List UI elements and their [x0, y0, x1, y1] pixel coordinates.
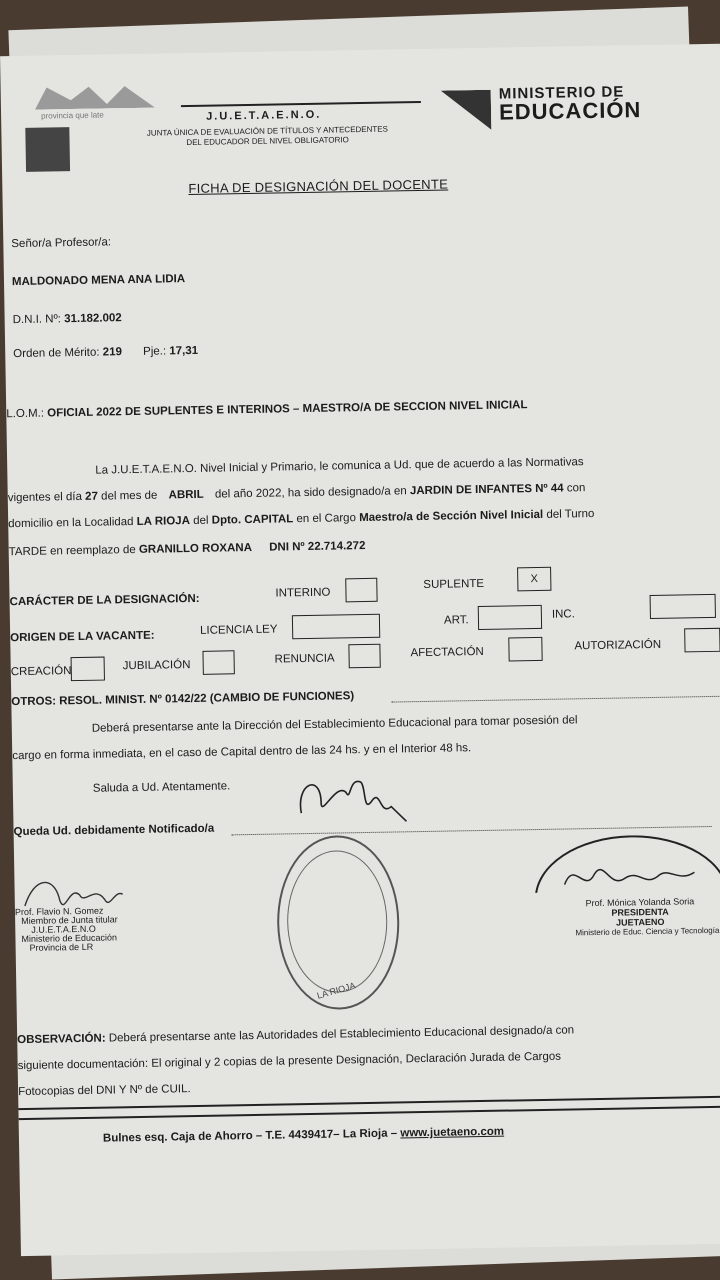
autorizacion-box	[684, 628, 720, 653]
interino-checkbox	[345, 578, 377, 603]
org-long-line2: DEL EDUCADOR DEL NIVEL OBLIGATORIO	[186, 135, 349, 148]
art-label: ART.	[443, 614, 469, 627]
body-line2	[8, 482, 586, 504]
seal-text: LA RIOJA	[315, 980, 357, 1001]
teacher-name: MALDONADO MENA ANA LIDIA	[11, 273, 186, 289]
renuncia-box	[348, 644, 380, 669]
autorizacion-label: AUTORIZACIÓN	[574, 638, 662, 653]
body-line3-b: del	[193, 514, 209, 527]
lom-value: OFICIAL 2022 DE SUPLENTES E INTERINOS – MAESTRO/A DE SECCION NIVEL INICIAL	[47, 399, 528, 420]
org-long-line1: JUNTA ÚNICA DE EVALUACIÓN DE TÍTULOS Y ANTECEDENTES	[146, 124, 389, 138]
body-line4-a: en reemplazo de	[49, 543, 136, 558]
right-sig-ministry: Ministerio de Educ. Ciencia y Tecnología	[575, 925, 720, 938]
position: Maestro/a de Sección Nivel Inicial	[359, 508, 544, 525]
lom-label: L.O.M.:	[6, 407, 45, 421]
body-line1: La J.U.E.T.A.E.N.O. Nivel Inicial y Primario, le comunica a Ud. que de acuerdo a las Normativas	[95, 456, 584, 477]
right-sig-org: JUETAENO	[616, 916, 665, 928]
creacion-label: CREACIÓN	[10, 665, 72, 679]
observation-line1	[17, 1024, 574, 1046]
ministry-line2: EDUCACIÓN	[498, 97, 642, 125]
licencia-box	[292, 614, 380, 640]
observation-line2: siguiente documentación: El original y 2 copias de la presente Designación, Declaración Jurada de Cargos	[17, 1050, 562, 1073]
province-logo-icon	[25, 127, 70, 172]
body-line2-b: del mes de	[101, 489, 158, 503]
creacion-box	[71, 657, 105, 682]
renuncia-label: RENUNCIA	[274, 652, 335, 666]
afectacion-box	[508, 637, 542, 662]
closing-line1: Deberá presentarse ante la Dirección del Establecimiento Educacional para tomar posesión del	[91, 714, 578, 735]
shift: TARDE	[8, 545, 47, 559]
document-page	[0, 44, 720, 1256]
otros-row	[11, 690, 354, 708]
dni-value: 31.182.002	[64, 312, 122, 326]
jubilacion-label: JUBILACIÓN	[122, 659, 191, 673]
department: Dpto. CAPITAL	[211, 513, 294, 527]
merit-label: Orden de Mérito:	[13, 346, 100, 361]
merit-row	[13, 345, 198, 360]
designation-label: CARÁCTER DE LA DESIGNACIÓN:	[9, 592, 200, 609]
left-signature-text	[15, 906, 118, 953]
footer	[103, 1126, 504, 1145]
body-line2-c: del año 2022, ha sido designado/a en	[214, 485, 407, 501]
designation-month: ABRIL	[168, 488, 204, 502]
inc-box	[650, 594, 716, 619]
left-sig-name: Prof. Flavio N. Gomez	[14, 905, 104, 918]
province-subtitle: provincia que late	[41, 110, 104, 121]
left-sig-org: J.U.E.T.A.E.N.O	[31, 923, 96, 935]
lom-row	[6, 399, 527, 420]
right-sig-role: PRESIDENTA	[611, 906, 669, 918]
left-sig-province: Provincia de LR	[29, 941, 94, 953]
greeting: Saluda a Ud. Atentamente.	[92, 780, 231, 795]
body-line3-c: en el Cargo	[296, 512, 357, 526]
province-wordmark-icon	[35, 86, 155, 110]
art-box	[478, 605, 542, 630]
org-short-name: J.U.E.T.A.E.N.O.	[206, 108, 322, 123]
ministry-line1: MINISTERIO DE	[498, 83, 625, 103]
ministry-logo-icon	[441, 90, 492, 131]
dni-label: D.N.I. Nº:	[12, 313, 62, 327]
replaced-dni: DNI Nº 22.714.272	[269, 539, 366, 554]
body-line2-a: vigentes el día	[7, 490, 83, 505]
org-long-name	[127, 124, 407, 149]
inc-label: INC.	[551, 608, 575, 621]
right-sig-name: Prof. Mónica Yolanda Soria	[585, 896, 695, 909]
designation-day: 27	[85, 490, 99, 503]
suplente-label: SUPLENTE	[423, 577, 485, 591]
observation-text1: Deberá presentarse ante las Autoridades del Establecimiento Educacional designado/a con	[108, 1024, 575, 1045]
interino-label: INTERINO	[275, 586, 331, 600]
header-rule	[181, 101, 421, 107]
locality: LA RIOJA	[136, 515, 191, 528]
body-line3-d: del Turno	[546, 507, 595, 521]
right-signature	[554, 852, 715, 900]
afectacion-label: AFECTACIÓN	[410, 645, 484, 660]
body-line3	[8, 508, 594, 530]
footer-address: Bulnes esq. Caja de Ahorro – T.E. 4439417– La Rioja –	[102, 1127, 398, 1145]
otros-value: RESOL. MINIST. Nº 0142/22 (CAMBIO DE FUNCIONES)	[59, 690, 355, 708]
salutation: Señor/a Profesor/a:	[11, 236, 112, 251]
licencia-label: LICENCIA LEY	[200, 623, 278, 637]
vacancy-label: ORIGEN DE LA VACANTE:	[10, 629, 155, 645]
closing-line2: cargo en forma inmediata, en el caso de Capital dentro de las 24 hs. y en el Interior 48 hs.	[12, 742, 472, 763]
jubilacion-box	[202, 650, 234, 675]
body-line3-a: domicilio en la Localidad	[8, 516, 134, 531]
left-sig-ministry: Ministerio de Educación	[21, 932, 118, 945]
footer-website[interactable]: www.juetaeno.com	[400, 1125, 505, 1140]
right-signature-text	[575, 896, 720, 938]
notified-label: Queda Ud. debidamente Notificado/a	[13, 822, 215, 839]
observation-line3: Fotocopias del DNI Y Nº de CUIL.	[18, 1083, 191, 1099]
teacher-signature	[290, 761, 411, 833]
otros-label: OTROS:	[11, 695, 57, 709]
document-title: FICHA DE DESIGNACIÓN DEL DOCENTE	[188, 176, 449, 197]
score-label: Pje.:	[143, 345, 167, 358]
school-name: JARDIN DE INFANTES Nº 44	[409, 482, 564, 498]
otros-dotted-line	[391, 696, 720, 703]
replaced-teacher: GRANILLO ROXANA	[138, 541, 253, 556]
body-line2-d: con	[566, 482, 586, 495]
score-value: 17,31	[169, 344, 199, 358]
merit-value: 219	[102, 346, 123, 359]
dni-row	[13, 312, 122, 326]
body-line4	[9, 540, 366, 558]
observation-label: OBSERVACIÓN:	[17, 1032, 106, 1047]
left-sig-role: Miembro de Junta titular	[21, 914, 118, 927]
suplente-checkbox: X	[517, 567, 551, 592]
